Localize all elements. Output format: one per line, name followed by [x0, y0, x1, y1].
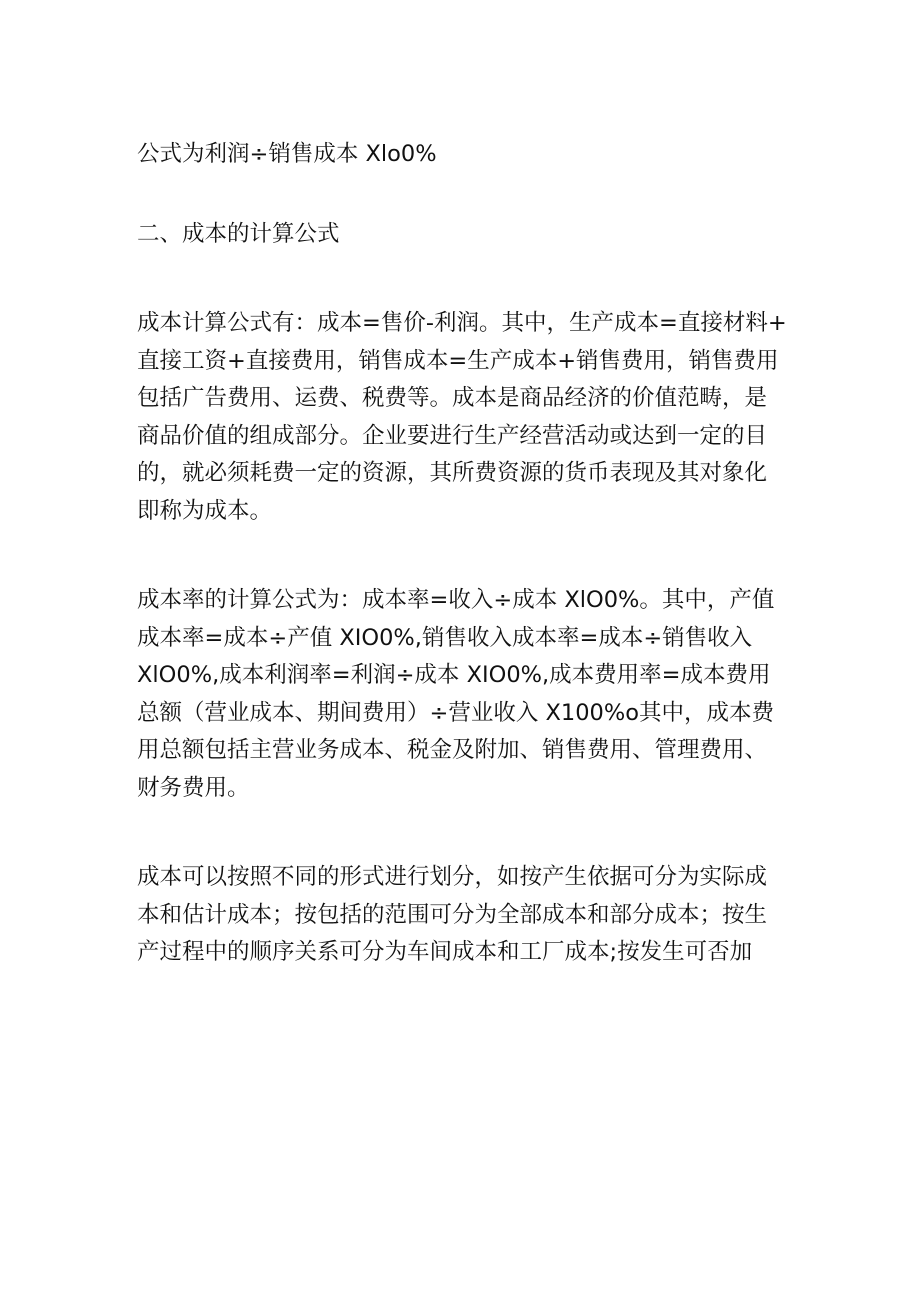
text-line: 本和估计成本；按包括的范围可分为全部成本和部分成本；按生 [137, 901, 768, 928]
text-line: 二、成本的计算公式 [137, 220, 340, 247]
text-line: 成本计算公式有：成本=售价-利润。其中，生产成本=直接材料+ [137, 310, 787, 336]
text-line: 产过程中的顺序关系可分为车间成本和工厂成本;按发生可否加 [137, 939, 753, 965]
text-line: 成本率=成本÷产值 XIO0%,销售收入成本率=成本÷销售收入 [137, 624, 753, 651]
paragraph-cost-classification [137, 859, 787, 972]
text-line: 公式为利润÷销售成本 Xlo0% [137, 141, 437, 167]
text-line: XlO0%,成本利润率=利润÷成本 XIO0%,成本费用率=成本费用 [137, 662, 771, 688]
text-line: 用总额包括主营业务成本、税金及附加、销售费用、管理费用、 [137, 737, 768, 763]
text-line: 财务费用。 [137, 774, 250, 801]
paragraph-cost-formula [137, 305, 787, 530]
section-heading [137, 216, 787, 254]
text-line: 成本可以按照不同的形式进行划分，如按产生依据可分为实际成 [137, 864, 768, 890]
document-body [137, 136, 787, 972]
text-line: 的，就必须耗费一定的资源，其所费资源的货币表现及其对象化 [137, 460, 768, 486]
text-line: 商品价值的组成部分。企业要进行生产经营活动或达到一定的目 [137, 422, 768, 449]
text-line: 包括广告费用、运费、税费等。成本是商品经济的价值范畴，是 [137, 385, 768, 411]
text-line: 即称为成本。 [137, 497, 273, 524]
paragraph-cost-rate [137, 582, 787, 807]
text-line: 成本率的计算公式为：成本率=收入÷成本 XlO0%。其中，产值 [137, 587, 775, 613]
text-line: 直接工资+直接费用，销售成本=生产成本+销售费用，销售费用 [137, 347, 779, 374]
paragraph-profit-formula [137, 136, 787, 174]
text-line: 总额（营业成本、期间费用）÷营业收入 X100%o其中，成本费 [137, 699, 775, 726]
